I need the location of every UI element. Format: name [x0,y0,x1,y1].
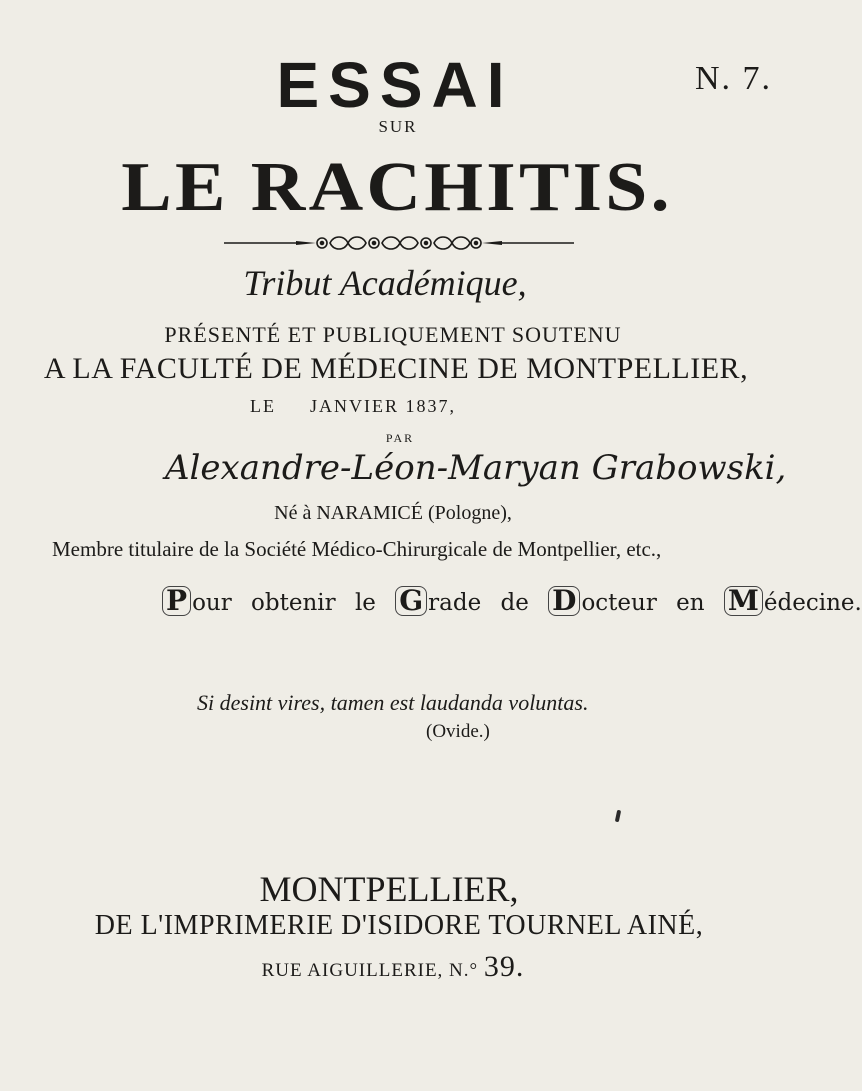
title-essai: ESSAI [276,49,514,121]
word-de: de [500,590,529,616]
ink-mark [615,810,621,823]
word-obtenir: obtenir [251,590,336,616]
imprint-printer: DE L'IMPRIMERIE D'ISIDORE TOURNEL AINÉ, [94,910,704,941]
author-name: Alexandre-Léon-Maryan Grabowski, [165,448,787,488]
defense-date-line [250,396,456,417]
word-en: en [676,590,705,616]
defense-date: JANVIER 1837, [310,396,456,416]
author-birthplace: Né à NARAMICÉ (Pologne), [274,502,512,524]
dedication-faculte: A LA FACULTÉ DE MÉDECINE DE MONTPELLIER, [43,352,749,385]
title-subject: LE RACHITIS. [121,149,673,226]
word-pour: our [192,590,232,616]
initial-d: D [548,586,580,616]
date-prefix: LE [250,396,276,416]
dedication-tribut: Tribut Académique, [243,263,527,303]
word-le: le [354,590,376,616]
by-label: PAR [385,431,415,445]
author-membership: Membre titulaire de la Société Médico-Chirurgicale de Montpellier, etc., [52,537,662,561]
epigraph-source: (Ovide.) [426,721,490,742]
word-grade: rade [428,590,482,616]
word-docteur: octeur [581,590,657,616]
imprint-city: MONTPELLIER, [259,869,519,909]
decorative-rule-icon [224,232,574,254]
imprint-address [0,950,800,984]
epigraph-text: Si desint vires, tamen est laudanda voluntas. [197,690,589,715]
word-medecine: édecine. [763,590,862,616]
title-sur: SUR [378,117,418,136]
imprint-street-number: 39. [483,950,525,983]
initial-p: P [162,586,191,616]
degree-line [162,586,862,616]
thesis-number: N. 7. [694,60,772,97]
initial-m: M [724,586,763,616]
imprint-street: RUE AIGUILLERIE, N.° [261,960,479,981]
dedication-presente: PRÉSENTÉ ET PUBLIQUEMENT SOUTENU [164,322,622,347]
initial-g: G [395,586,427,616]
